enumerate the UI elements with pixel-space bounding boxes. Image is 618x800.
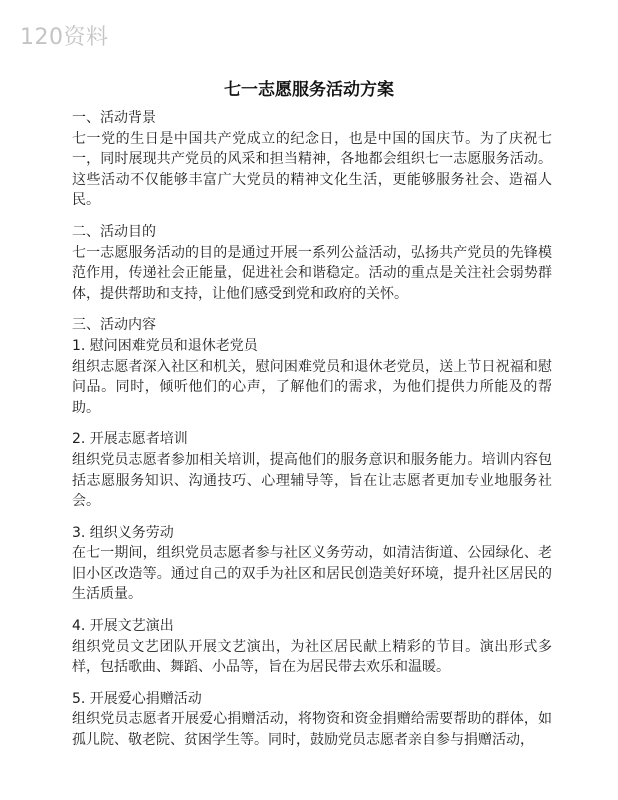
document-body <box>72 108 552 762</box>
content-item-paragraph: 组织党员志愿者开展爱心捐赠活动，将物资和资金捐赠给需要帮助的群体，如孤儿院、敬老院、贫困学生等。同时，鼓励党员志愿者亲自参与捐赠活动， <box>72 711 552 749</box>
content-item <box>72 616 552 678</box>
content-item <box>72 429 552 511</box>
section-paragraph: 七一志愿服务活动的目的是通过开展一系列公益活动，弘扬共产党员的先锋模范作用，传递社会正能量，促进社会和谐稳定。活动的重点是关注社会弱势群体，提供帮助和支持，让他们感受到党和政府的关怀。 <box>72 244 552 302</box>
section-heading: 三、活动内容 <box>72 317 156 334</box>
content-item <box>72 689 552 751</box>
section-purpose <box>72 222 552 304</box>
section-paragraph: 七一党的生日是中国共产党成立的纪念日，也是中国的国庆节。为了庆祝七一，同时展现共产党员的风采和担当精神，各地都会组织七一志愿服务活动。这些活动不仅能够丰富广大党员的精神文化生活，更能够服务社会、造福人民。 <box>72 130 552 209</box>
content-item-paragraph: 在七一期间，组织党员志愿者参与社区义务劳动，如清洁街道、公园绿化、老旧小区改造等。通过自己的双手为社区和居民创造美好环境，提升社区居民的生活质量。 <box>72 545 552 603</box>
section-heading: 一、活动背景 <box>72 110 156 126</box>
watermark-logo: 120资料 <box>20 25 109 50</box>
content-item <box>72 523 552 605</box>
content-item-heading: 1. 慰问困难党员和退休老党员 <box>72 337 258 354</box>
section-background <box>72 108 552 211</box>
content-item-heading: 2. 开展志愿者培训 <box>72 431 188 448</box>
section-content <box>72 315 552 750</box>
content-item-paragraph: 组织志愿者深入社区和机关，慰问困难党员和退休老党员，送上节日祝福和慰问品。同时，倾听他们的心声，了解他们的需求，为他们提供力所能及的帮助。 <box>72 358 552 416</box>
content-item-heading: 5. 开展爱心捐赠活动 <box>72 690 202 707</box>
section-heading: 二、活动目的 <box>72 223 156 240</box>
content-item-heading: 3. 组织义务劳动 <box>72 524 174 541</box>
content-item-heading: 4. 开展文艺演出 <box>72 618 174 635</box>
content-item-paragraph: 组织党员志愿者参加相关培训，提高他们的服务意识和服务能力。培训内容包括志愿服务知识、沟通技巧、心理辅导等，旨在让志愿者更加专业地服务社会。 <box>72 451 552 510</box>
content-item-paragraph: 组织党员文艺团队开展文艺演出，为社区居民献上精彩的节目。演出形式多样，包括歌曲、舞蹈、小品等，旨在为居民带去欢乐和温暖。 <box>72 638 552 676</box>
content-item <box>72 336 552 418</box>
document-title: 七一志愿服务活动方案 <box>224 80 394 100</box>
